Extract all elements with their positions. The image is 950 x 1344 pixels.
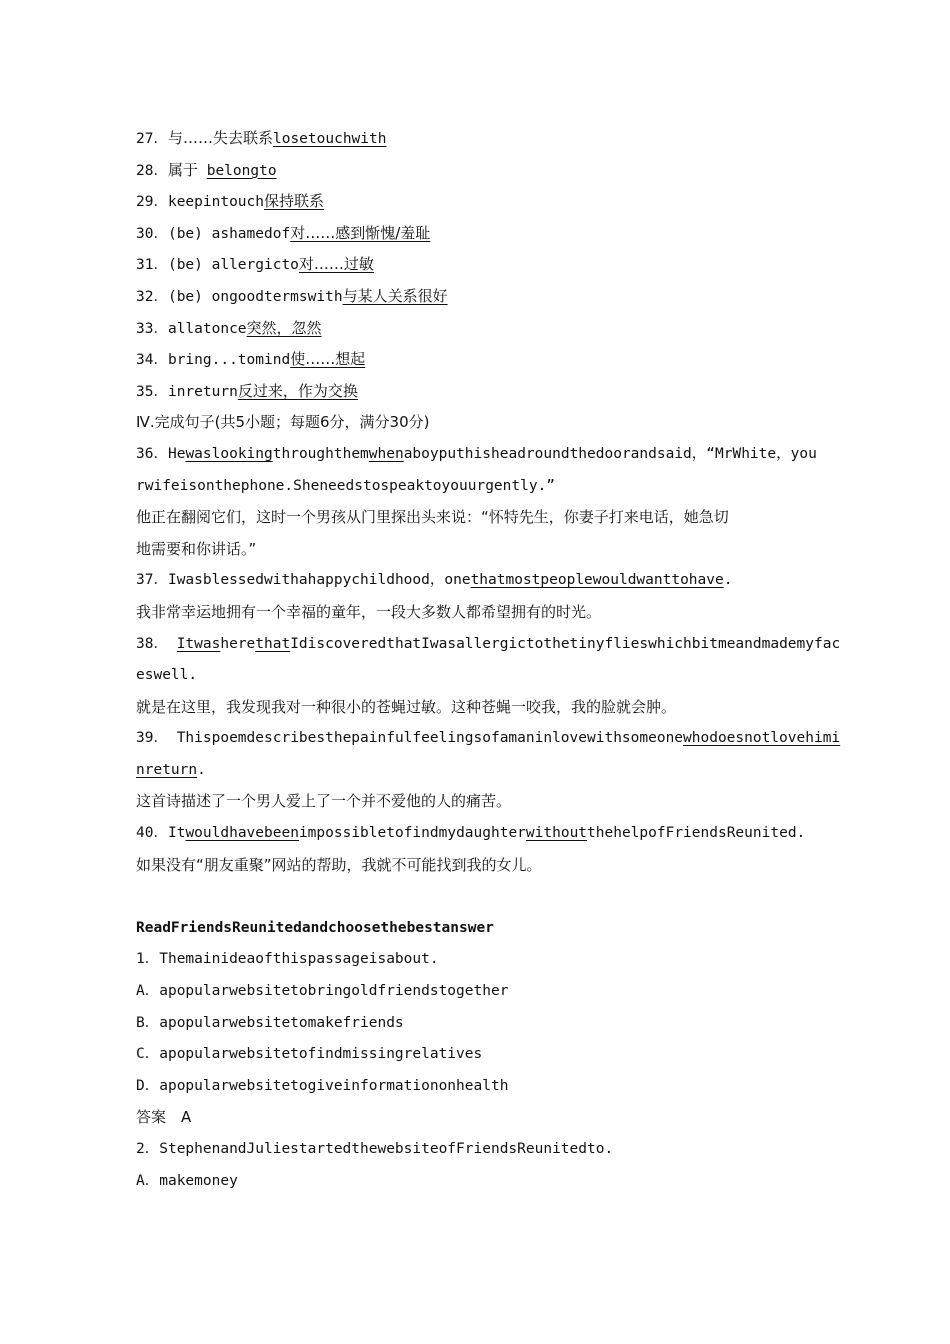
answer-blank: 与某人关系很好 xyxy=(342,286,448,305)
vocab-item-33: 33．allatonce突然，忽然 xyxy=(136,318,322,337)
translation-37: 我非常幸运地拥有一个幸福的童年，一段大多数人都希望拥有的时光。 xyxy=(136,602,602,621)
answer-blank: 对……感到惭愧/羞耻 xyxy=(290,223,431,242)
vocab-item-32: 32．(be) ongoodtermswith与某人关系很好 xyxy=(136,286,448,305)
answer-blank: 保持联系 xyxy=(264,192,325,211)
question-1-answer: 答案 A xyxy=(136,1108,192,1127)
translation-38: 就是在这里，我发现我对一种很小的苍蝇过敏。这种苍蝇一咬我，我的脸就会肿。 xyxy=(136,697,677,716)
sentence-36-cont: rwifeisonthephone.Sheneedstospeaktoyouurgently.” xyxy=(136,477,556,494)
reading-title: ReadFriendsReunitedandchoosethebestanswer xyxy=(136,919,494,936)
sentence-38: 38． ItwasherethatIdiscoveredthatIwasallergictothetinyflieswhichbitmeandmademyfac xyxy=(136,635,841,652)
spacer xyxy=(136,881,816,913)
translation-39: 这首诗描述了一个男人爱上了一个并不爱他的人的痛苦。 xyxy=(136,792,512,811)
vocab-item-35: 35．inreturn反过来，作为交换 xyxy=(136,381,358,400)
question-2-option-a: A．makemoney xyxy=(136,1172,238,1189)
sentence-39: 39． Thispoemdescribesthepainfulfeelingsofamaninlovewithsomeonewhodoesnotlovehimi xyxy=(136,730,841,747)
sentence-38-cont: eswell. xyxy=(136,667,198,684)
answer-blank: 使……想起 xyxy=(290,350,366,369)
vocab-item-30: 30．(be) ashamedof对……感到惭愧/羞耻 xyxy=(136,223,431,242)
vocab-item-28: 28．属于 belongto xyxy=(136,160,277,179)
question-1-option-d: D．apopularwebsitetogiveinformationonhealth xyxy=(136,1077,509,1094)
sentence-37: 37．Iwasblessedwithahappychildhood，onethatmostpeoplewouldwanttohave. xyxy=(136,572,733,589)
translation-40: 如果没有“朋友重聚”网站的帮助，我就不可能找到我的女儿。 xyxy=(136,855,542,874)
answer-blank: 对……过敏 xyxy=(298,255,374,274)
question-2-stem: 2．StephenandJuliestartedthewebsiteofFriendsReunitedto. xyxy=(136,1141,614,1157)
question-1-option-c: C．apopularwebsitetofindmissingrelatives xyxy=(136,1046,483,1063)
answer-blank: 反过来，作为交换 xyxy=(237,381,358,400)
vocab-item-27: 27．与……失去联系losetouchwith xyxy=(136,129,387,147)
answer-blank: losetouchwith xyxy=(272,131,387,147)
sentence-39-cont: nreturn. xyxy=(136,761,206,778)
translation-36: 他正在翻阅它们，这时一个男孩从门里探出头来说：“怀特先生，你妻子打来电话，她急切 xyxy=(136,508,729,527)
question-1-stem: 1．Themainideaofthispassageisabout. xyxy=(136,951,439,968)
sentence-36: 36．Hewaslookingthroughthemwhenaboyputhisheadroundthedoorandsaid，“MrWhite，you xyxy=(136,445,817,462)
document-page xyxy=(136,123,841,1197)
answer-blank: 突然，忽然 xyxy=(246,318,322,337)
question-1-option-b: B．apopularwebsitetomakefriends xyxy=(136,1014,404,1031)
question-1-option-a: A．apopularwebsitetobringoldfriendstogether xyxy=(136,983,509,1000)
vocab-item-29: 29．keepintouch保持联系 xyxy=(136,192,325,211)
vocab-item-31: 31．(be) allergicto对……过敏 xyxy=(136,255,374,274)
vocab-item-34: 34．bring...tomind使……想起 xyxy=(136,350,366,369)
sentence-40: 40．ItwouldhavebeenimpossibletofindmydaughterwithoutthehelpofFriendsReunited. xyxy=(136,825,806,842)
section-title: Ⅳ.完成句子(共5小题；每题6分，满分30分) xyxy=(136,413,430,432)
answer-blank: belongto xyxy=(206,162,277,179)
translation-36-cont: 地需要和你讲话。” xyxy=(136,539,257,558)
